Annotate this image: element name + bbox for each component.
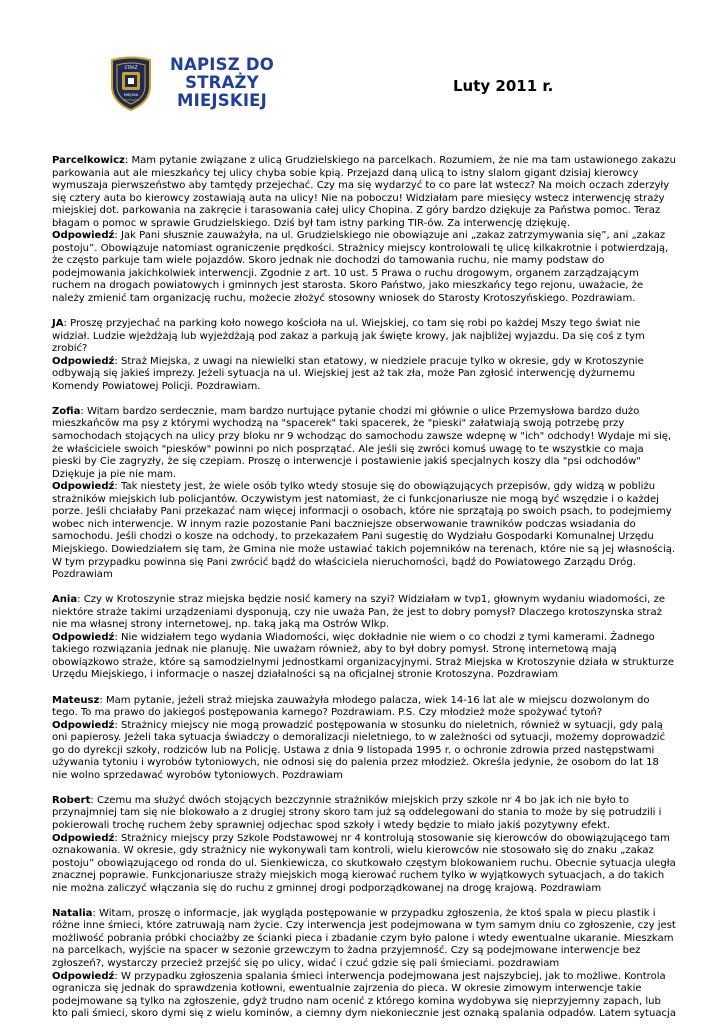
answer-label: Odpowiedź — [52, 631, 115, 643]
answer-paragraph — [52, 230, 676, 305]
asker-name: Zofia — [52, 405, 81, 417]
question-text: : Czemu ma służyć dwóch stojących bezczynnie strażników miejskich przy szkole nr 4 bo jak ich nie było to przynajmniej tam się nie blokowało a z drugiej strony skoro tam już są oddelegowani do stania to może by się potrudzili i pokierowali trochę ruchem żeby sprawniej odjechac spod szkoły i wtedy będzie to miało jakiś pozytywny efekt. — [52, 794, 662, 831]
question-paragraph — [52, 594, 676, 632]
question-paragraph — [52, 155, 676, 230]
asker-name: Mateusz — [52, 694, 100, 706]
qa-entry — [52, 695, 676, 783]
answer-paragraph — [52, 971, 676, 1021]
qa-entry — [52, 406, 676, 582]
question-paragraph — [52, 318, 676, 356]
question-paragraph — [52, 908, 676, 971]
answer-paragraph — [52, 481, 676, 581]
page-header — [0, 0, 724, 150]
answer-label: Odpowiedź — [52, 832, 115, 844]
asker-name: Ania — [52, 594, 78, 606]
qa-entry — [52, 318, 676, 393]
title-line-2: STRAŻY — [185, 73, 259, 92]
question-text: : Witam bardzo serdecznie, mam bardzo nurtujące pytanie chodzi mi głównie o ulice Przemysłowa bardzo dużo mieszkańców ma psy z którymi wychodzą na "spacerek" taki spacerek, że "pieski" załatwiają swoją potrzebę przy samochodach stojących na ulicy przy bloku nr 9 wchodząc do samochodu zawsze wdepnę w "ich" odchody! Wydaje mi się, że właściciele swoich "piesków" powinni po nich posprzątać. Ale jeśli się zwróci komuś uwagę to te wszystkie co maja pieski by Cie zagryzły, że się czepiam. Proszę o interwencje i postawienie jakiś specjalnych koszy dla "psi odchodów" Dziękuje ja pie nie mam. — [52, 405, 672, 480]
answer-label: Odpowiedź — [52, 481, 115, 493]
answer-label: Odpowiedź — [52, 719, 115, 731]
question-text: : Witam, proszę o informacje, jak wygląda postępowanie w przypadku zgłoszenia, że ktoś spala w piecu plastik i różne inne śmieci, które zatruwają nam życie. Czy interwencja jest podejmowana w tym samym dniu co zgłoszenie, czy jest możliwość pobrania próbki chociażby ze ścianki pieca i zbadanie czym było palone i wtedy ewentualne ukaranie. Mieszkam na parcelkach, wyjście na spacer w sezonie grzewczym to żadna przyjemność. Czy są podejmowane interwencje bez zgłoszeń?, wystarczy przecież przejść się po ulicy, widać i czuć gdzie się pali śmieciami. pozdrawiam — [52, 907, 676, 969]
qa-entry — [52, 594, 676, 682]
answer-text: : Nie widziałem tego wydania Wiadomości, więc dokładnie nie wiem o co chodzi z tymi kamerami. Żadnego takiego rozwiązania jednak nie planuję. Nie uważam również, aby to był dobry pomysł. Stronę internetową mają obowiązkowo straże, które są samodzielnymi jednostkami organizacyjnymi. Straż Miejska w Krotoszynie działa w strukturze Urzędu Miejskiego, i informacje o naszej działalności są na oficjalnej stronie Krotoszyna. Pozdrawiam — [52, 631, 675, 681]
straz-miejska-badge-icon — [108, 56, 154, 112]
badge-top-text: STRAŻ — [124, 65, 138, 70]
asker-name: Parcelkowicz — [52, 155, 125, 166]
answer-label: Odpowiedź — [52, 970, 115, 982]
badge-mid-text: MIEJSKA — [123, 93, 139, 97]
title-line-3: MIEJSKIEJ — [177, 91, 267, 110]
question-paragraph — [52, 406, 676, 481]
answer-paragraph — [52, 833, 676, 896]
qa-entry — [52, 908, 676, 1021]
answer-text: : W przypadku zgłoszenia spalania śmieci interwencja podejmowana jest najszybciej, jak to możliwe. Kontrola ogranicza się jednak do sprawdzenia kotłowni, ewentualnie zajrzenia do pieca. W okresie zimowym interwencje takie podejmowane są tylko na zgłoszenie, gdyż trudno nam ocenić z którego komina wydobywa się nieprzyjemny zapach, lub kto pali śmieci, skoro dymi się z wielu kominów, a ciemny dym niekoniecznie jest oznaką spalania odpadów. Latem sytuacja — [52, 970, 676, 1020]
question-text: : Mam pytanie, jeżeli straż miejska zauważyła młodego palacza, wiek 14-16 lat ale w miejscu dozwolonym do tego. To ma prawo do jakiegoś postępowania karnego? Pozdrawiam. P.S. Czy młodzież może spożywać tytoń? — [52, 694, 650, 719]
badge-side-text: KROTOSZYN — [122, 99, 140, 102]
page-title — [162, 56, 282, 110]
answer-text: : Strażnicy miejscy przy Szkole Podstawowej nr 4 kontrolują stosowanie się kierowców do obowiązującego tam oznakowania. W okresie, gdy strażnicy nie wykonywali tam kontroli, wielu kierowców nie stosowało się do znaku „zakaz postoju” obowiązującego od ronda do ul. Sienkiewicza, co skutkowało częstym blokowaniem ruchu. Obecnie sytuacja uległa znacznej poprawie. Funkcjonariusze straży miejskich mogą kierować ruchem tylko w wyjątkowych sytuacjach, a do takich nie można zaliczyć włączania się do ruchu z gminnej drogi podporządkowanej na drogę krajową. Pozdrawiam — [52, 832, 676, 894]
answer-text: : Straż Miejska, z uwagi na niewielki stan etatowy, w niedziele pracuje tylko w okresie, gdy w Krotoszynie odbywają się jakieś imprezy. Jeżeli sytuacja na ul. Wiejskiej jest aż tak zła, może Pan zgłosić interwencję dyżurnemu Komendy Powiatowej Policji. Pozdrawiam. — [52, 355, 644, 392]
question-text: : Proszę przyjechać na parking koło nowego kościoła na ul. Wiejskiej, co tam się robi po każdej Mszy tego świat nie widział. Ludzie wjeżdżają lub wyjeżdżają pod zakaz a parkują jak święte krowy, jak najbliżej wyjazdu. Da się coś z tym zrobić? — [52, 318, 645, 355]
answer-paragraph — [52, 632, 676, 682]
qa-list — [52, 155, 676, 1033]
answer-text: : Jak Pani słusznie zauważyła, na ul. Grudzielskiego nie obowiązuje ani „zakaz zatrzymywania się”, ani „zakaz postoju”. Obowiązuje natomiast ograniczenie prędkości. Strażnicy miejscy kontrolowali tę ulicę kilkakrotnie i potwierdzają, że często parkuje tam wiele pojazdów. Skoro jednak nie dochodzi do tamowania ruchu, nie mamy podstaw do podejmowania jakichkolwiek interwencji. Zgodnie z art. 10 ust. 5 Prawa o ruchu drogowym, organem zarządzającym ruchem na drogach powiatowych i gminnych jest starosta. Skoro Państwo, jako mieszkańcy tego rejonu, uważacie, że należy zmienić tam organizację ruchu, możecie złożyć stosowny wniosek do Starosty Krotoszyńskiego. Pozdrawiam. — [52, 230, 669, 305]
answer-paragraph — [52, 720, 676, 783]
answer-text: : Strażnicy miejscy nie mogą prowadzić postępowania w stosunku do nieletnich, również w sytuacji, gdy palą oni papierosy. Jeżeli taka sytuacja świadczy o demoralizacji nieletniego, to w zależności od sytuacji, możemy doprowadzić go do dyrekcji szkoły, rodziców lub na Policję. Ustawa z dnia 9 listopada 1995 r. o ochronie zdrowia przed następstwami używania tytoniu i wyrobów tytoniowych, nie odnosi się do palenia przez młodzież. Określa jedynie, że osobom do lat 18 nie wolno sprzedawać wyrobów tytoniowych. Pozdrawiam — [52, 719, 666, 781]
asker-name: Robert — [52, 794, 91, 806]
issue-date: Luty 2011 r. — [453, 77, 554, 95]
qa-entry — [52, 795, 676, 895]
asker-name: JA — [52, 318, 64, 330]
title-line-1: NAPISZ DO — [170, 55, 274, 74]
question-text: : Mam pytanie związane z ulicą Grudzielskiego na parcelkach. Rozumiem, że nie ma tam ustawionego zakazu parkowania aut ale mieszkańcy tej ulicy chyba sobie kpią. Przejazd daną ulicą to istny slalom gigant dzisiaj kierowcy wymuszaja pierwszeństwo aby tamtędy przejechać. Czy ma się wydarzyć to co pare lat wstecz? Na moich oczach zderzyły się cztery auta bo kierowcy zostawiają auta na ulicy! Nie na poboczu! Widziałam pare miesięcy wstecz interwencję straży miejskiej dot. parkowania na zakręcie i tarasowania całej ulicy Chopina. Z góry bardzo dziękuje za Państwa pomoc. Teraz błagam o pomoc w sprawie Grudzielskiego. Dziś był tam istny parking TIR-ów. Za interwencję dziękuję. — [52, 155, 676, 229]
question-text: : Czy w Krotoszynie straz miejska będzie nosić kamery na szyi? Widziałam w tvp1, głownym wydaniu wiadomości, ze niektóre straże takimi urządzeniami dysponują, czy nie uważa Pan, że jest to dobry pomysł? Dlaczego krotoszynska straż nie ma własnej strony internetowej, np. taką jaką ma Ostrów Wlkp. — [52, 594, 666, 631]
question-paragraph — [52, 795, 676, 833]
asker-name: Natalia — [52, 907, 93, 919]
answer-label: Odpowiedź — [52, 355, 115, 367]
answer-text: : Tak niestety jest, że wiele osób tylko wtedy stosuje się do obowiązujących przepisów, gdy widzą w pobliżu strażników miejskich lub policjantów. Oczywistym jest natomiast, że ci funkcjonariusze nie mogą być wszędzie i o każdej porze. Jeśli chciałaby Pani przekazać nam więcej informacji o osobach, które nie sprzątają po swoich psach, to podejmiemy wobec nich interwencje. W innym razie pozostanie Pani baczniejsze obserwowanie trawników podczas wsiadania do samochodu. Jeśli chodzi o kosze na odchody, to przekazałem Pani sugestię do Wydziału Gospodarki Komunalnej Urzędu Miejskiego. Dowiedziałem się tam, że Gmina nie może ustawiać takich pojemników na terenach, które nie są jej własnością. W tym przypadku powinna się Pani zwrócić bądź do właściciela nieruchomości, bądź do Powiatowego Zarządu Dróg. Pozdrawiam — [52, 481, 676, 581]
answer-paragraph — [52, 356, 676, 394]
answer-label: Odpowiedź — [52, 230, 115, 242]
question-paragraph — [52, 695, 676, 720]
qa-entry — [52, 155, 676, 306]
